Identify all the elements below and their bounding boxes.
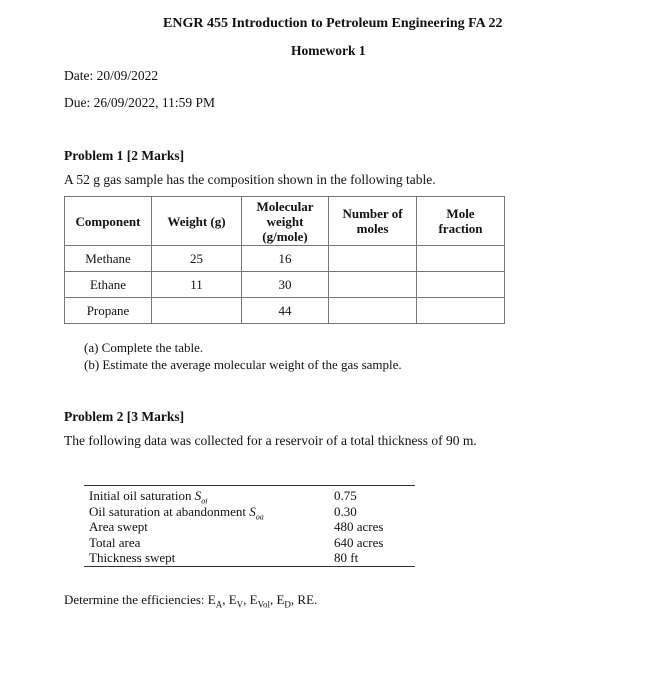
data-row-area-swept xyxy=(84,519,415,535)
cell-moles xyxy=(329,272,417,298)
problem-1-heading: Problem 1 [2 Marks] xyxy=(64,148,185,163)
cell-moles xyxy=(329,246,417,272)
homework-title: Homework 1 xyxy=(291,43,366,58)
col-header-mole-fraction: Mole fraction xyxy=(417,197,505,246)
cell-weight: 25 xyxy=(152,246,242,272)
data-row-initial-oil-saturation xyxy=(84,488,415,504)
col-header-molecular-weight: Molecular weight (g/mole) xyxy=(242,197,329,246)
date-line: Date: 20/09/2022 xyxy=(64,68,159,83)
table-header-row xyxy=(65,197,505,246)
col-header-number-of-moles: Number of moles xyxy=(329,197,417,246)
cell-mole-fraction xyxy=(417,298,505,324)
row-value: 0.75 xyxy=(334,488,357,503)
row-value: 0.30 xyxy=(334,503,357,519)
cell-molecular-weight: 30 xyxy=(242,272,329,298)
composition-table xyxy=(64,196,505,324)
row-value: 480 acres xyxy=(334,519,384,534)
cell-molecular-weight: 44 xyxy=(242,298,329,324)
reservoir-data-table xyxy=(84,485,415,567)
row-label: Thickness swept xyxy=(89,550,176,565)
course-title: ENGR 455 Introduction to Petroleum Engineering FA 22 xyxy=(163,16,503,31)
cell-weight xyxy=(152,298,242,324)
col-header-component: Component xyxy=(65,197,152,246)
cell-mole-fraction xyxy=(417,246,505,272)
cell-weight: 11 xyxy=(152,272,242,298)
table-row xyxy=(65,298,505,324)
cell-component: Ethane xyxy=(65,272,152,298)
part-b: (b) Estimate the average molecular weight of the gas sample. xyxy=(84,357,402,372)
data-row-oil-saturation-abandonment xyxy=(84,504,415,520)
table-bottom-rule xyxy=(84,566,415,567)
row-label: Initial oil saturation $S_{oi}$ xyxy=(89,488,208,506)
cell-component: Propane xyxy=(65,298,152,324)
row-value: 80 ft xyxy=(334,550,359,565)
problem-2-question: Determine the efficiencies: $E_A$, $E_V$, $E_{Vol}$, $E_D$, RE. xyxy=(64,592,318,610)
col-header-weight: Weight (g) xyxy=(152,197,242,246)
row-label: Oil saturation at abandonment $S_{oa}$ xyxy=(89,503,264,522)
row-label: Total area xyxy=(89,534,141,550)
table-row xyxy=(65,272,505,298)
problem-2-heading: Problem 2 [3 Marks] xyxy=(64,409,185,424)
data-row-total-area xyxy=(84,535,415,551)
row-value: 640 acres xyxy=(334,534,384,550)
problem-2-intro: The following data was collected for a reservoir of a total thickness of 90 m. xyxy=(64,433,477,448)
part-a: (a) Complete the table. xyxy=(84,340,204,355)
cell-molecular-weight: 16 xyxy=(242,246,329,272)
problem-1-intro: A 52 g gas sample has the composition shown in the following table. xyxy=(64,172,436,187)
row-label: Area swept xyxy=(89,519,148,534)
data-row-thickness-swept xyxy=(84,550,415,566)
cell-component: Methane xyxy=(65,246,152,272)
table-row xyxy=(65,246,505,272)
cell-mole-fraction xyxy=(417,272,505,298)
cell-moles xyxy=(329,298,417,324)
due-line: Due: 26/09/2022, 11:59 PM xyxy=(64,95,216,110)
